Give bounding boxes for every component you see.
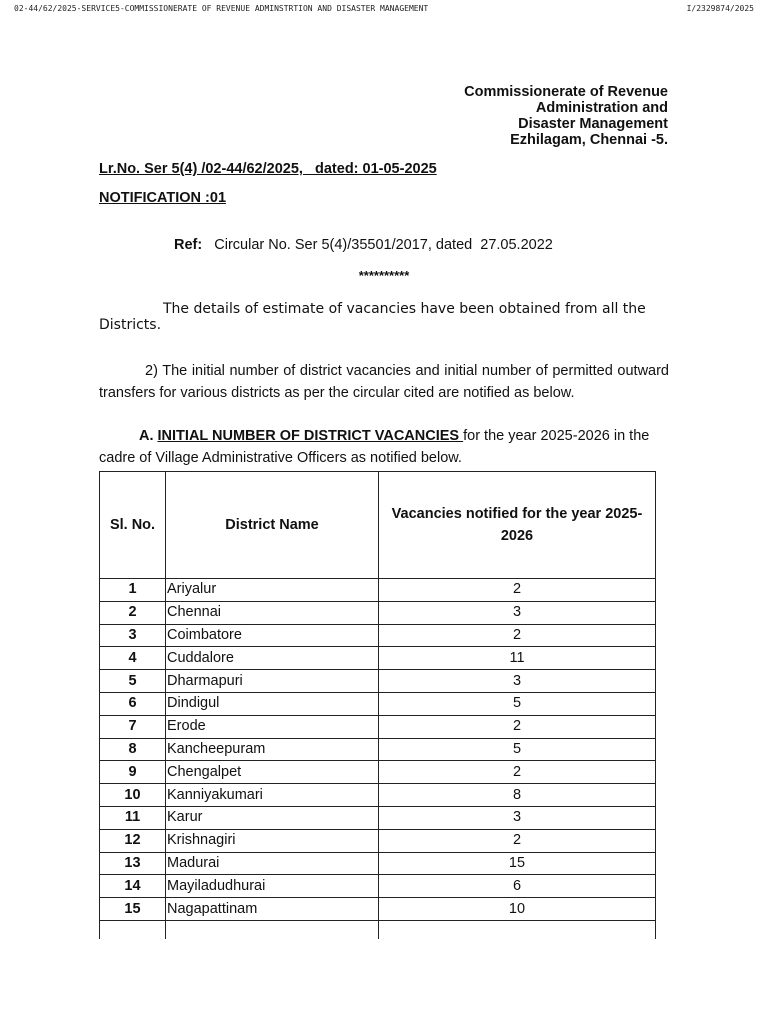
- sl-no-cell: 2: [100, 601, 166, 624]
- office-address-block: [464, 84, 668, 148]
- vacancies-cell: 2: [379, 579, 656, 602]
- district-cell: Mayiladudhurai: [166, 875, 379, 898]
- table-row: [100, 898, 656, 921]
- district-cell: Krishnagiri: [166, 829, 379, 852]
- table-continuation-row: [100, 920, 656, 939]
- office-line-3: Disaster Management: [518, 116, 668, 132]
- table-row: [100, 715, 656, 738]
- district-cell: Nagapattinam: [166, 898, 379, 921]
- vacancies-cell: 10: [379, 898, 656, 921]
- letter-number: Lr.No. Ser 5(4) /02-44/62/2025, dated: 01-05-2025: [99, 161, 437, 177]
- table-row: [100, 601, 656, 624]
- vacancies-cell: 2: [379, 829, 656, 852]
- vacancies-cell: 15: [379, 852, 656, 875]
- notification-title: NOTIFICATION :01: [99, 190, 227, 206]
- table-row: [100, 738, 656, 761]
- vacancies-cell: 5: [379, 738, 656, 761]
- header-vacancies: Vacancies notified for the year 2025-2026: [379, 472, 656, 579]
- district-cell: Karur: [166, 806, 379, 829]
- empty-cell: [379, 920, 656, 939]
- table-row: [100, 647, 656, 670]
- sl-no-cell: 1: [100, 579, 166, 602]
- table-row: [100, 806, 656, 829]
- table-body: [100, 579, 656, 939]
- table-row: [100, 624, 656, 647]
- vacancies-cell: 3: [379, 806, 656, 829]
- section-a-prefix: A.: [139, 428, 158, 444]
- vacancies-cell: 5: [379, 692, 656, 715]
- header-district-name: District Name: [166, 472, 379, 579]
- table-row: [100, 692, 656, 715]
- district-cell: Cuddalore: [166, 647, 379, 670]
- table-row: [100, 829, 656, 852]
- table-header-row: [100, 472, 656, 579]
- district-cell: Coimbatore: [166, 624, 379, 647]
- sl-no-cell: 12: [100, 829, 166, 852]
- district-cell: Chengalpet: [166, 761, 379, 784]
- sl-no-cell: 8: [100, 738, 166, 761]
- vacancies-cell: 6: [379, 875, 656, 898]
- section-a-heading: INITIAL NUMBER OF DISTRICT VACANCIES: [157, 428, 464, 444]
- sl-no-cell: 10: [100, 784, 166, 807]
- empty-cell: [100, 920, 166, 939]
- table-row: [100, 670, 656, 693]
- sl-no-cell: 9: [100, 761, 166, 784]
- district-cell: Kancheepuram: [166, 738, 379, 761]
- district-cell: Dindigul: [166, 692, 379, 715]
- separator-stars: **********: [358, 268, 410, 283]
- sl-no-cell: 4: [100, 647, 166, 670]
- empty-cell: [166, 920, 379, 939]
- paragraph-1: The details of estimate of vacancies have been obtained from all the Districts.: [99, 301, 646, 333]
- vacancies-cell: 2: [379, 761, 656, 784]
- office-line-2: Administration and: [535, 100, 668, 116]
- reference-text: Circular No. Ser 5(4)/35501/2017, dated 27.05.2022: [202, 237, 553, 253]
- vacancies-cell: 2: [379, 715, 656, 738]
- office-line-4: Ezhilagam, Chennai -5.: [510, 132, 668, 148]
- sl-no-cell: 15: [100, 898, 166, 921]
- sl-no-cell: 5: [100, 670, 166, 693]
- table-row: [100, 852, 656, 875]
- table-row: [100, 761, 656, 784]
- sl-no-cell: 3: [100, 624, 166, 647]
- district-cell: Chennai: [166, 601, 379, 624]
- district-cell: Erode: [166, 715, 379, 738]
- vacancies-cell: 8: [379, 784, 656, 807]
- section-a-intro: [99, 425, 671, 469]
- table-row: [100, 579, 656, 602]
- vacancies-cell: 3: [379, 601, 656, 624]
- paragraph-2: 2) The initial number of district vacancies and initial number of permitted outward transfers for various districts as per the circular cited are notified as below.: [99, 363, 669, 401]
- district-cell: Dharmapuri: [166, 670, 379, 693]
- reference-line: [174, 237, 553, 253]
- sl-no-cell: 13: [100, 852, 166, 875]
- table-row: [100, 875, 656, 898]
- vacancies-cell: 2: [379, 624, 656, 647]
- document-header-reference: 02-44/62/2025-SERVICE5-COMMISSIONERATE OF REVENUE ADMINSTRTION AND DISASTER MANAGEMENT: [14, 4, 429, 13]
- vacancies-cell: 11: [379, 647, 656, 670]
- district-cell: Ariyalur: [166, 579, 379, 602]
- header-sl-no: Sl. No.: [100, 472, 166, 579]
- table-row: [100, 784, 656, 807]
- district-cell: Madurai: [166, 852, 379, 875]
- district-cell: Kanniyakumari: [166, 784, 379, 807]
- sl-no-cell: 14: [100, 875, 166, 898]
- vacancies-cell: 3: [379, 670, 656, 693]
- vacancies-table: [99, 471, 656, 939]
- document-header-number: I/2329874/2025: [686, 4, 754, 13]
- sl-no-cell: 7: [100, 715, 166, 738]
- section-a-text: for the year 2025-2026 in the cadre of Village Administrative Officers as notified below.: [99, 428, 650, 466]
- sl-no-cell: 11: [100, 806, 166, 829]
- reference-label: Ref:: [174, 237, 203, 253]
- sl-no-cell: 6: [100, 692, 166, 715]
- office-line-1: Commissionerate of Revenue: [464, 84, 668, 100]
